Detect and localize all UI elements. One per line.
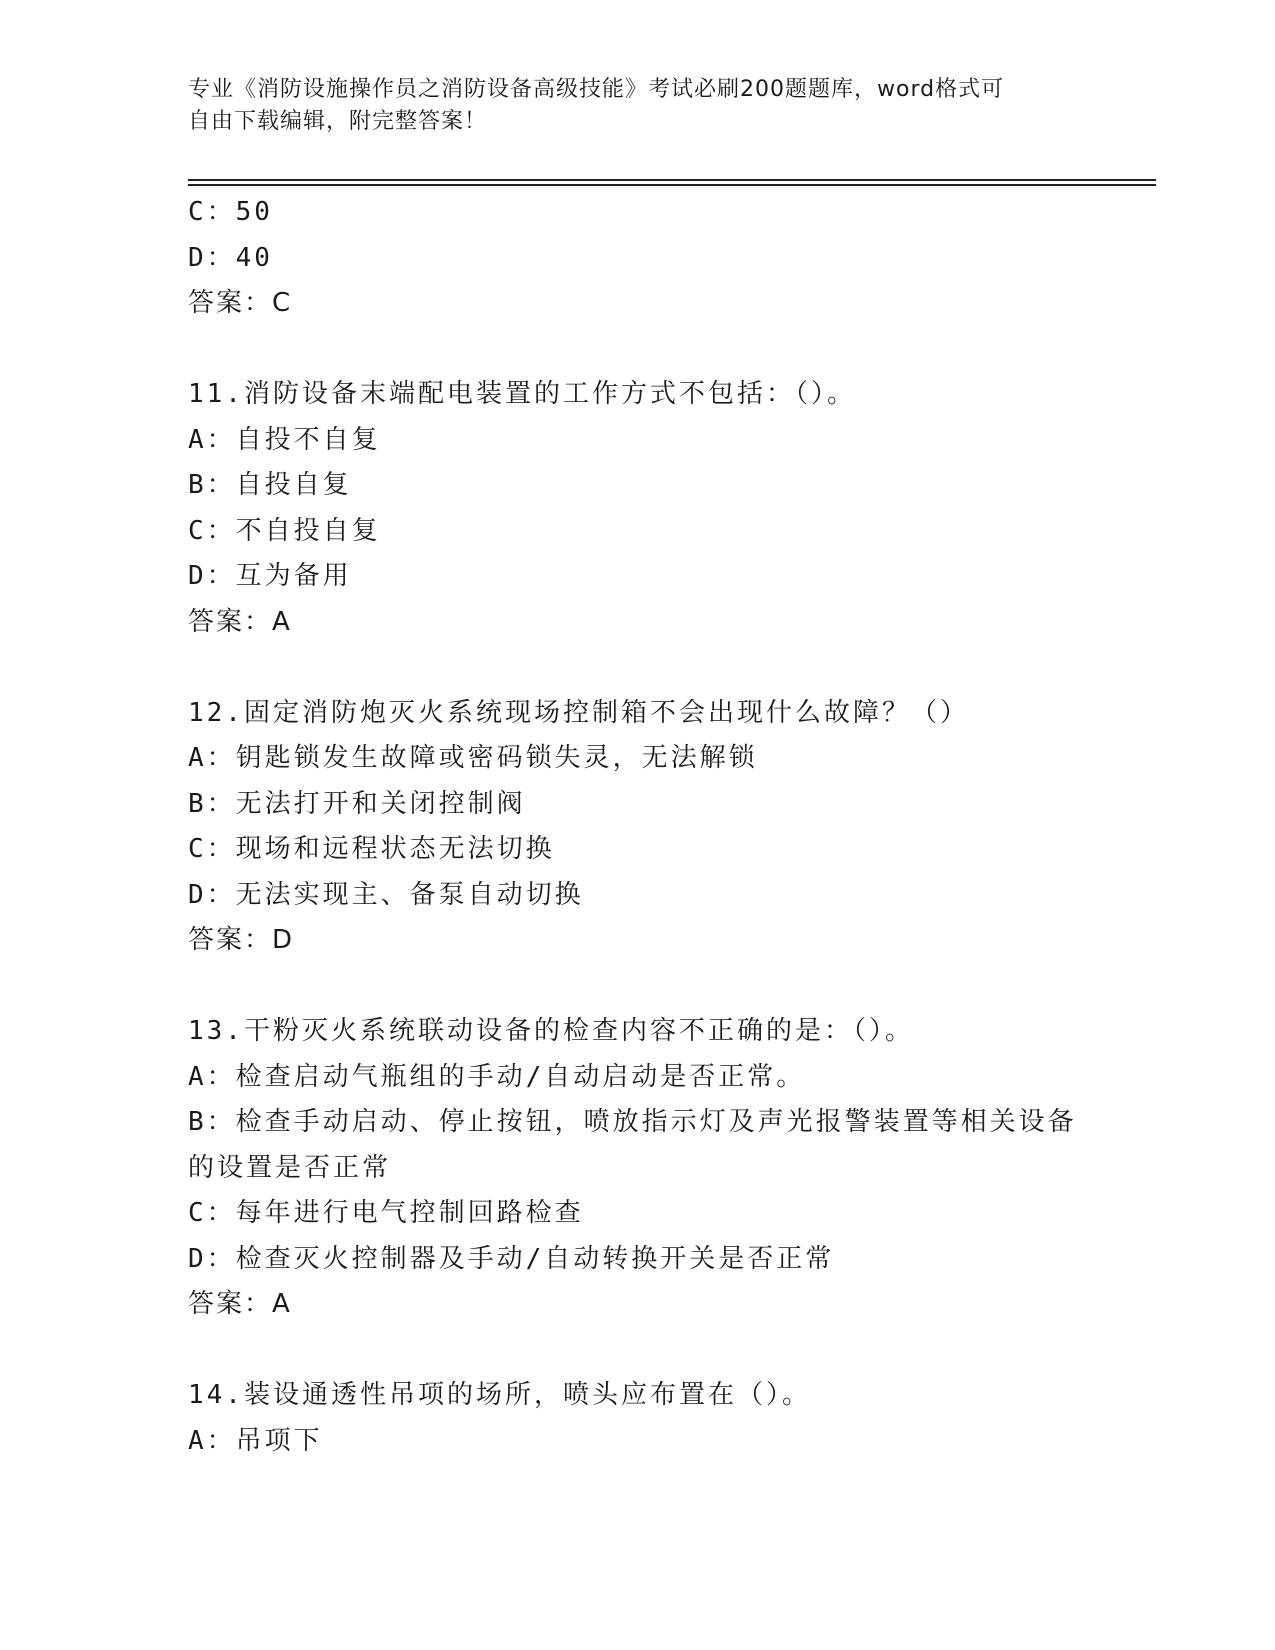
option-b: B：自投自复 bbox=[188, 470, 352, 500]
header-line-2: 自由下载编辑，附完整答案！ bbox=[188, 109, 488, 134]
option-c: C：每年进行电气控制回路检查 bbox=[188, 1198, 584, 1228]
option-b: B：检查手动启动、停止按钮，喷放指示灯及声光报警装置等相关设备 bbox=[188, 1107, 1077, 1137]
option-a: A：钥匙锁发生故障或密码锁失灵，无法解锁 bbox=[188, 743, 758, 773]
option-a: A：检查启动气瓶组的手动/自动启动是否正常。 bbox=[188, 1061, 806, 1092]
answer-line: 答案：A bbox=[188, 606, 292, 637]
spacer bbox=[188, 1328, 1148, 1374]
question-block-14 bbox=[188, 1373, 1148, 1464]
question-block-13 bbox=[188, 1009, 1148, 1328]
header-divider-top bbox=[188, 179, 1156, 181]
question-block-prev bbox=[188, 190, 1148, 327]
spacer bbox=[188, 964, 1148, 1010]
question-block-12 bbox=[188, 691, 1148, 964]
spacer bbox=[188, 327, 1148, 373]
option-c: C：不自投自复 bbox=[188, 515, 381, 546]
question-text: 13.干粉灭火系统联动设备的检查内容不正确的是：（）。 bbox=[188, 1016, 914, 1046]
option-c: C：现场和远程状态无法切换 bbox=[188, 834, 555, 864]
question-block-11 bbox=[188, 372, 1148, 645]
answer-line: 答案：D bbox=[188, 925, 295, 955]
spacer bbox=[188, 645, 1148, 691]
option-d: D：检查灭火控制器及手动/自动转换开关是否正常 bbox=[188, 1243, 835, 1274]
option-d: D：无法实现主、备泵自动切换 bbox=[188, 879, 584, 910]
answer-line: 答案：C bbox=[188, 288, 293, 318]
question-text: 12.固定消防炮灭火系统现场控制箱不会出现什么故障？（） bbox=[188, 697, 969, 728]
option-b-continued: 的设置是否正常 bbox=[188, 1152, 392, 1183]
option-a: A：吊项下 bbox=[188, 1425, 323, 1456]
question-text: 11.消防设备末端配电装置的工作方式不包括：（）。 bbox=[188, 379, 856, 409]
question-list bbox=[188, 190, 1148, 1464]
option-b: B：无法打开和关闭控制阀 bbox=[188, 788, 526, 819]
document-header bbox=[188, 74, 1068, 138]
option-d: D：互为备用 bbox=[188, 561, 352, 591]
answer-line: 答案：A bbox=[188, 1289, 292, 1319]
question-text: 14.装设通透性吊项的场所，喷头应布置在（）。 bbox=[188, 1380, 811, 1410]
header-divider-bottom bbox=[188, 184, 1156, 186]
option-d: D：40 bbox=[188, 242, 273, 273]
option-c: C：50 bbox=[188, 197, 273, 227]
option-a: A：自投不自复 bbox=[188, 424, 381, 455]
header-line-1: 专业《消防设施操作员之消防设备高级技能》考试必刷200题题库，word格式可 bbox=[188, 77, 1005, 102]
